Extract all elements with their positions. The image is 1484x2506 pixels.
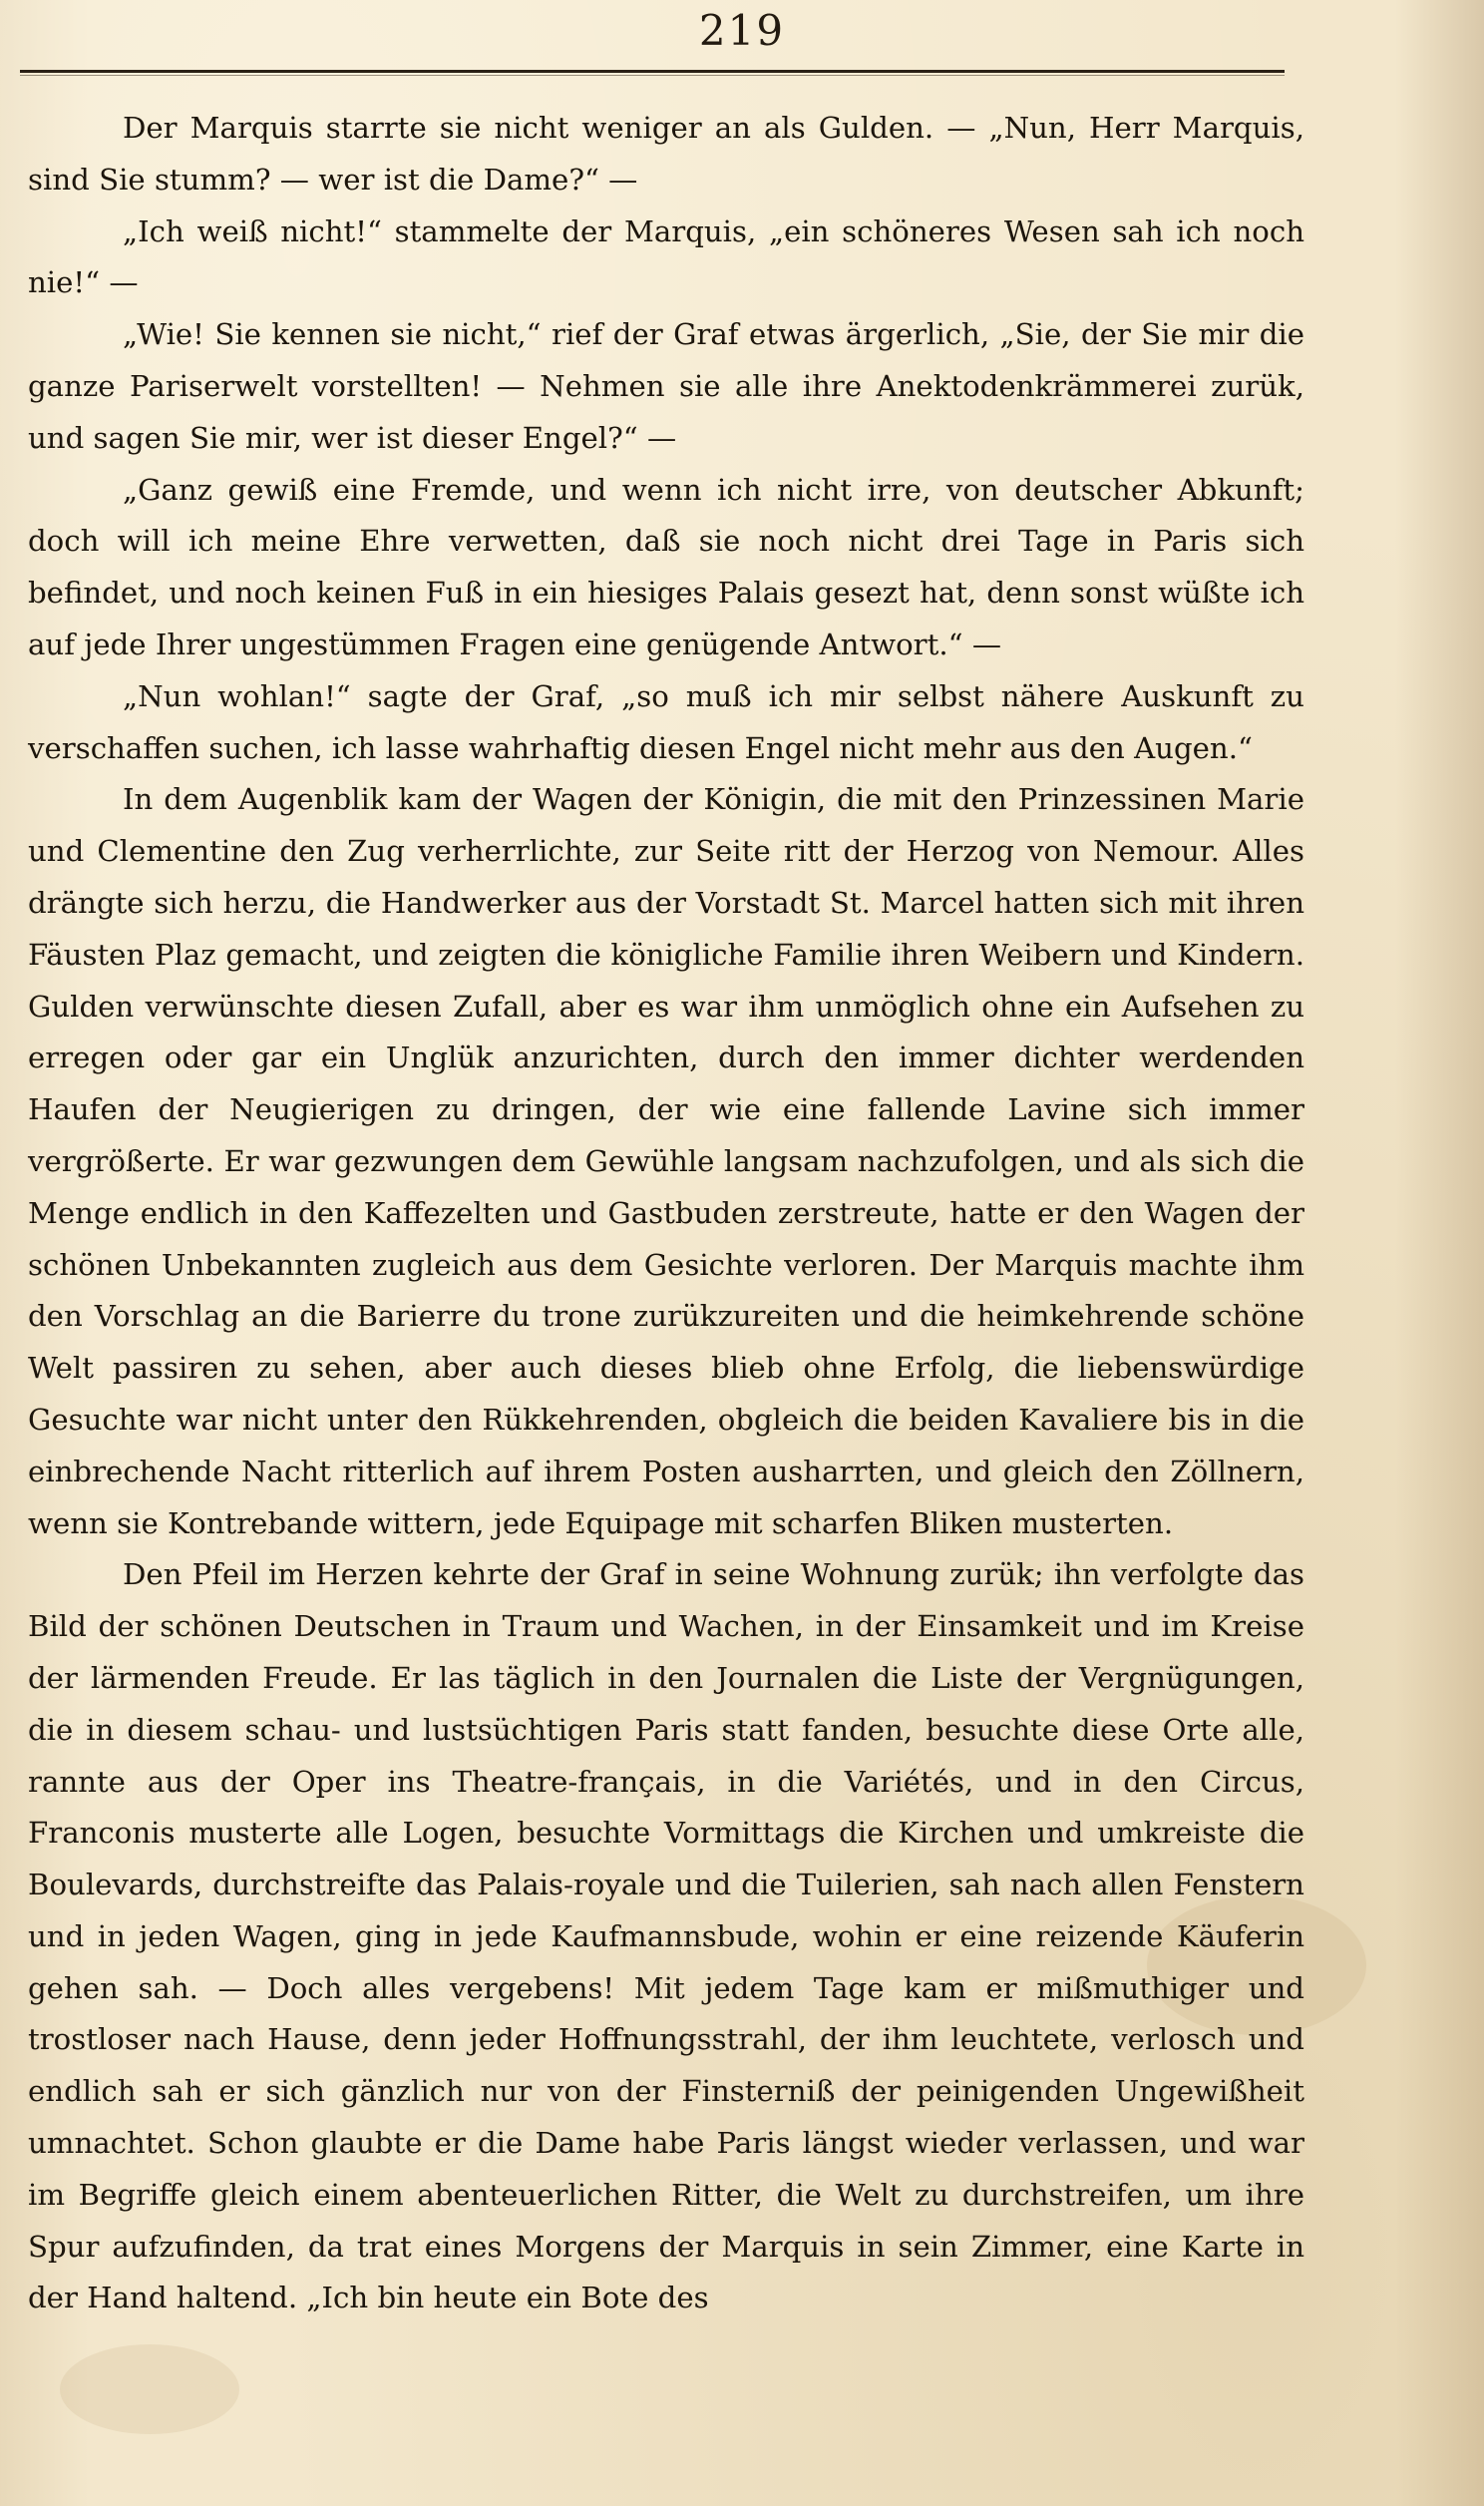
paragraph: „Ganz gewiß eine Fremde, und wenn ich nicht irre, von deutscher Abkunft; doch will ich meine Ehre verwetten, daß sie noch nicht drei Tage in Paris sich befindet, und noch keinen Fuß in ein hiesiges Palais gesezt hat, denn sonst wüßte ich auf jede Ihrer ungestümmen Fragen eine genügende Antwort.“ — bbox=[28, 472, 1304, 661]
paper-stain bbox=[60, 2344, 239, 2434]
header-rule bbox=[20, 70, 1285, 73]
paragraph: Der Marquis starrte sie nicht weniger an als Gulden. — „Nun, Herr Marquis, sind Sie stumm? — wer ist die Dame?“ — bbox=[28, 111, 1304, 197]
text-body bbox=[28, 103, 1304, 2324]
paragraph: „Wie! Sie kennen sie nicht,“ rief der Graf etwas ärgerlich, „Sie, der Sie mir die ganze Pariserwelt vorstellten! — Nehmen sie alle ihre Anektodenkrämmerei zurük, und sagen Sie mir, wer ist dieser Engel?“ — bbox=[28, 317, 1304, 455]
paragraph: „Nun wohlan!“ sagte der Graf, „so muß ich mir selbst nähere Auskunft zu verschaffen suchen, ich lasse wahrhaftig diesen Engel nicht mehr aus den Augen.“ bbox=[28, 678, 1304, 765]
paragraph: „Ich weiß nicht!“ stammelte der Marquis, „ein schöneres Wesen sah ich noch nie!“ — bbox=[28, 213, 1304, 300]
paragraph: Den Pfeil im Herzen kehrte der Graf in seine Wohnung zurük; ihn verfolgte das Bild der schönen Deutschen in Traum und Wachen, in der Einsamkeit und im Kreise der lärmenden Freude. Er las täglich in den Journalen die Liste der Vergnügungen, die in diesem schau- und lustsüchtigen Paris statt fanden, besuchte diese Orte alle, rannte aus der Oper ins Theatre-français, in die Variétés, und in den Circus, Franconis musterte alle Logen, besuchte Vormittags die Kirchen und umkreiste die Boulevards, durchstreifte das Palais-royale und die Tuilerien, sah nach allen Fenstern und in jeden Wagen, ging in jede Kaufmannsbude, wohin er eine reizende Käuferin gehen sah. — Doch alles vergebens! Mit jedem Tage kam er mißmuthiger und trostloser nach Hause, denn jeder Hoffnungsstrahl, der ihm leuchtete, verlosch und endlich sah er sich gänzlich nur von der Finsterniß der peinigenden Ungewißheit umnachtet. Schon glaubte er die Dame habe Paris längst wieder verlassen, und war im Begriffe gleich einem abenteuerlichen Ritter, die Welt zu durchstreifen, um ihre Spur aufzufinden, da trat eines Morgens der Marquis in sein Zimmer, eine Karte in der Hand haltend. „Ich bin heute ein Bote des bbox=[28, 1557, 1304, 2315]
page-number: 219 bbox=[698, 6, 786, 55]
paragraph: In dem Augenblik kam der Wagen der Königin, die mit den Prinzessinen Marie und Clementine den Zug verherrlichte, zur Seite ritt der Herzog von Nemour. Alles drängte sich herzu, die Handwerker aus der Vorstadt St. Marcel hatten sich mit ihren Fäusten Plaz gemacht, und zeigten die königliche Familie ihren Weibern und Kindern. Gulden verwünschte diesen Zufall, aber es war ihm unmöglich ohne ein Aufsehen zu erregen oder gar ein Unglük anzurichten, durch den immer dichter werdenden Haufen der Neugierigen zu dringen, der wie eine fallende Lavine sich immer vergrößerte. Er war gezwungen dem Gewühle langsam nachzufolgen, und als sich die Menge endlich in den Kaffezelten und Gastbuden zerstreute, hatte er den Wagen der schönen Unbekannten zugleich aus dem Gesichte verloren. Der Marquis machte ihm den Vorschlag an die Barierre du trone zurükzureiten und die heimkehrende schöne Welt passiren zu sehen, aber auch dieses blieb ohne Erfolg, die liebenswürdige Gesuchte war nicht unter den Rükkehrenden, obgleich die beiden Kavaliere bis in die einbrechende Nacht ritterlich auf ihrem Posten ausharrten, und gleich den Zöllnern, wenn sie Kontrebande wittern, jede Equipage mit scharfen Bliken musterten. bbox=[28, 782, 1304, 1540]
